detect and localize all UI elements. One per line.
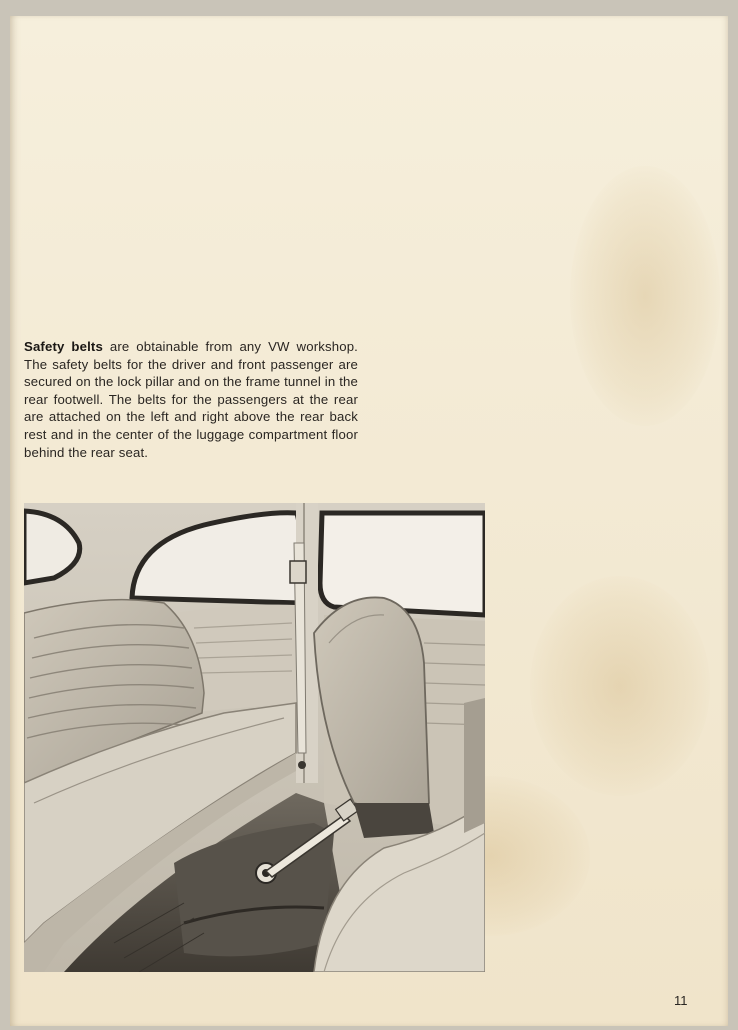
water-stain [570,166,720,426]
paragraph-text: are obtainable from any VW workshop. The safety belts for the driver and front passenger are secured on the lock pillar and on the frame tunnel in the rear footwell. The belts for the passengers at the rear are attached on the left and right above the rear back rest and in the center of the luggage compartment floor behind the rear seat. [24,339,358,460]
manual-page [10,16,728,1026]
paragraph-heading: Safety belts [24,339,103,354]
safety-belts-paragraph [24,338,358,461]
water-stain [530,576,710,796]
car-interior-photo [24,503,485,972]
page-number: 11 [674,993,688,1008]
car-interior-illustration [24,503,485,972]
